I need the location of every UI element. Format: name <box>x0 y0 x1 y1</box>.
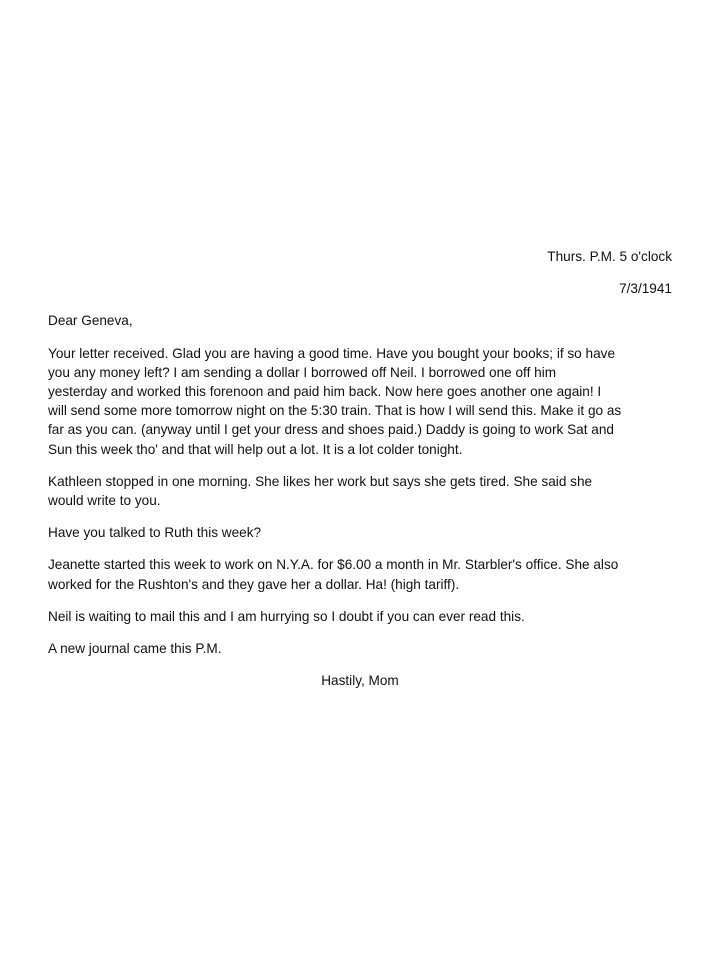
letter-salutation: Dear Geneva, <box>48 313 133 329</box>
letter-body <box>48 247 672 690</box>
letter-paragraph-kathleen: Kathleen stopped in one morning. She likes her work but says she gets tired. She said she would write to you. <box>48 473 593 509</box>
letter-paragraph-neil: Neil is waiting to mail this and I am hurrying so I doubt if you can ever read this. <box>48 608 525 624</box>
letter-signoff: Hastily, Mom <box>321 673 399 689</box>
letter-time: Thurs. P.M. 5 o'clock <box>547 249 672 264</box>
letter-date: 7/3/1941 <box>619 281 672 297</box>
letter-paragraph-money: Your letter received. Glad you are having a good time. Have you bought your books; if so have you any money left? I am sending a dollar I borrowed off Neil. I borrowed one off him yesterday and worked this forenoon and paid him back. Now here goes another one again! I will send some more tomorrow night on the 5:30 train. That is how I will send this. Make it go as far as you can. (anyway until I get your dress and shoes paid.) Daddy is going to work Sat and Sun this week tho' and that will help out a lot. It is a lot colder tonight. <box>48 345 622 457</box>
letter-paragraph-journal: A new journal came this P.M. <box>48 641 222 657</box>
letter-paragraph-ruth: Have you talked to Ruth this week? <box>48 525 262 541</box>
letter-paragraph-jeanette: Jeanette started this week to work on N.Y.A. for $6.00 a month in Mr. Starbler's office. She also worked for the Rushton's and they gave her a dollar. Ha! (high tariff). <box>48 557 619 592</box>
